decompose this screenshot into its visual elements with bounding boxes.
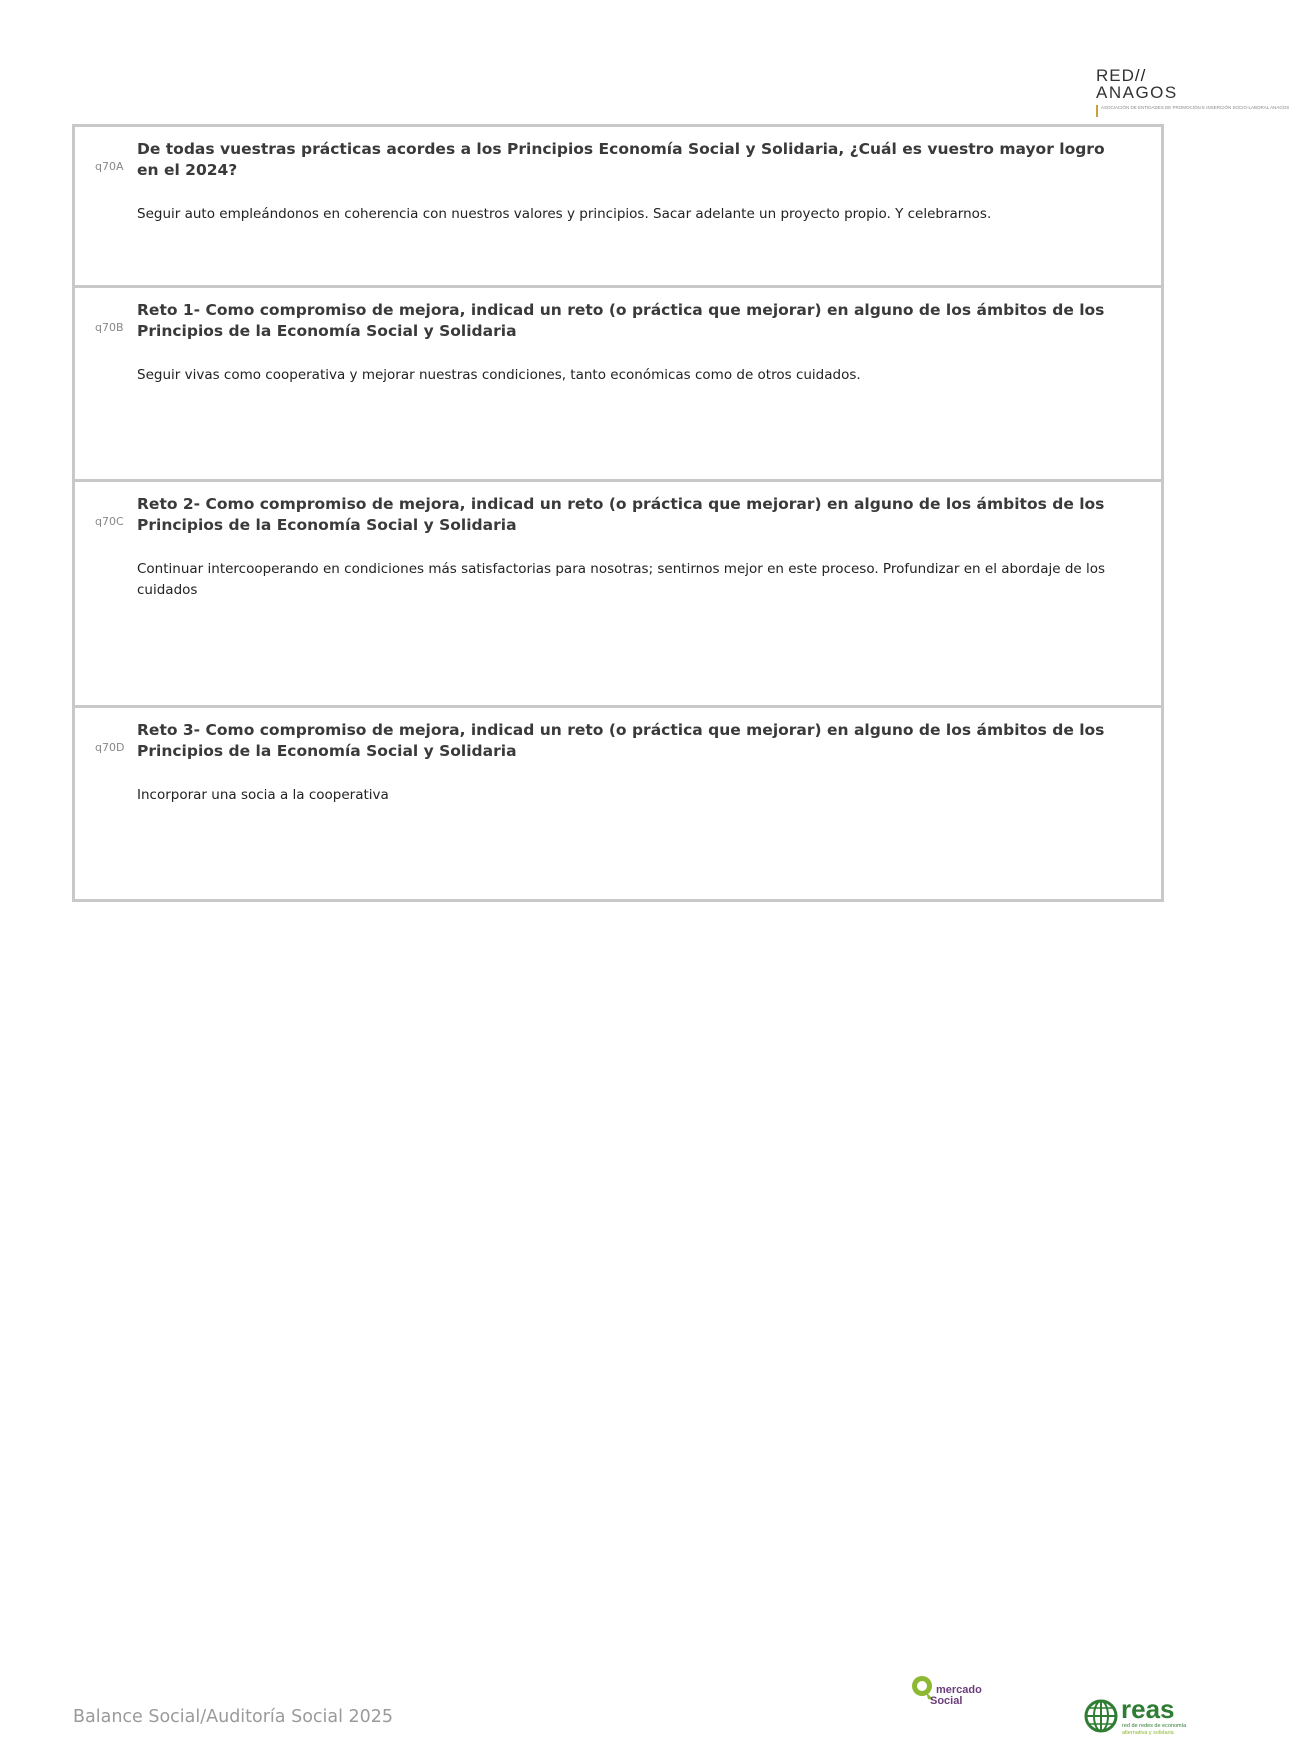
question-answer: Seguir vivas como cooperativa y mejorar nuestras condiciones, tanto económicas como de otros cuidados.: [137, 367, 861, 383]
question-title: Reto 3- Como compromiso de mejora, indicad un reto (o práctica que mejorar) en alguno de los ámbitos de los Principios de la Economía Social y Solidaria: [137, 721, 1105, 760]
question-answer: Incorporar una socia a la cooperativa: [137, 787, 389, 803]
reas-name: reas: [1121, 1694, 1175, 1724]
logo-line1: RED: [1096, 66, 1135, 85]
reas-logo: [1083, 1694, 1193, 1738]
question-title: De todas vuestras prácticas acordes a los Principios Economía Social y Solidaria, ¿Cuál es vuestro mayor logro en el 2024?: [137, 140, 1105, 179]
footer-text: Balance Social/Auditoría Social 2025: [73, 1707, 394, 1727]
logo-slashes-icon: //: [1134, 66, 1147, 85]
question-code: q70C: [95, 515, 124, 528]
reas-tagline-1: red de redes de economía: [1122, 1723, 1187, 1729]
question-block-q70b: [72, 285, 1164, 482]
mercado-social-icon: [910, 1672, 990, 1712]
question-answer: Continuar intercooperando en condiciones más satisfactorias para nosotras; sentirnos mejor en este proceso. Profundizar en el abordaje de los cuidados: [137, 561, 1106, 598]
question-code: q70B: [95, 321, 124, 334]
mercado-social-logo: [910, 1672, 990, 1712]
question-block-q70c: [72, 479, 1164, 708]
question-code: q70A: [95, 160, 124, 173]
question-block-q70d: [72, 705, 1164, 902]
reas-icon: [1083, 1694, 1193, 1738]
question-answer: Seguir auto empleándonos en coherencia con nuestros valores y principios. Sacar adelante un proyecto propio. Y celebrarnos.: [137, 206, 992, 222]
logo-bar: [1096, 105, 1098, 117]
question-title: Reto 2- Como compromiso de mejora, indicad un reto (o práctica que mejorar) en alguno de los ámbitos de los Principios de la Economía Social y Solidaria: [137, 495, 1105, 534]
question-title: Reto 1- Como compromiso de mejora, indicad un reto (o práctica que mejorar) en alguno de los ámbitos de los Principios de la Economía Social y Solidaria: [137, 301, 1105, 340]
reas-tagline-2: alternativa y solidaria: [1122, 1730, 1174, 1736]
red-anagos-logo: [1096, 66, 1289, 122]
logo-line2: ANAGOS: [1096, 83, 1178, 102]
logo-tagline: ASOCIACIÓN DE ENTIDADES DE PROMOCIÓN E INSERCIÓN SOCIO-LABORAL ANAGOS: [1101, 105, 1289, 110]
question-code: q70D: [95, 741, 125, 754]
mercado-line1: mercado: [936, 1684, 982, 1696]
mercado-line2: Social: [930, 1695, 963, 1707]
questions-table: [72, 124, 1164, 902]
question-block-q70a: [72, 124, 1164, 288]
